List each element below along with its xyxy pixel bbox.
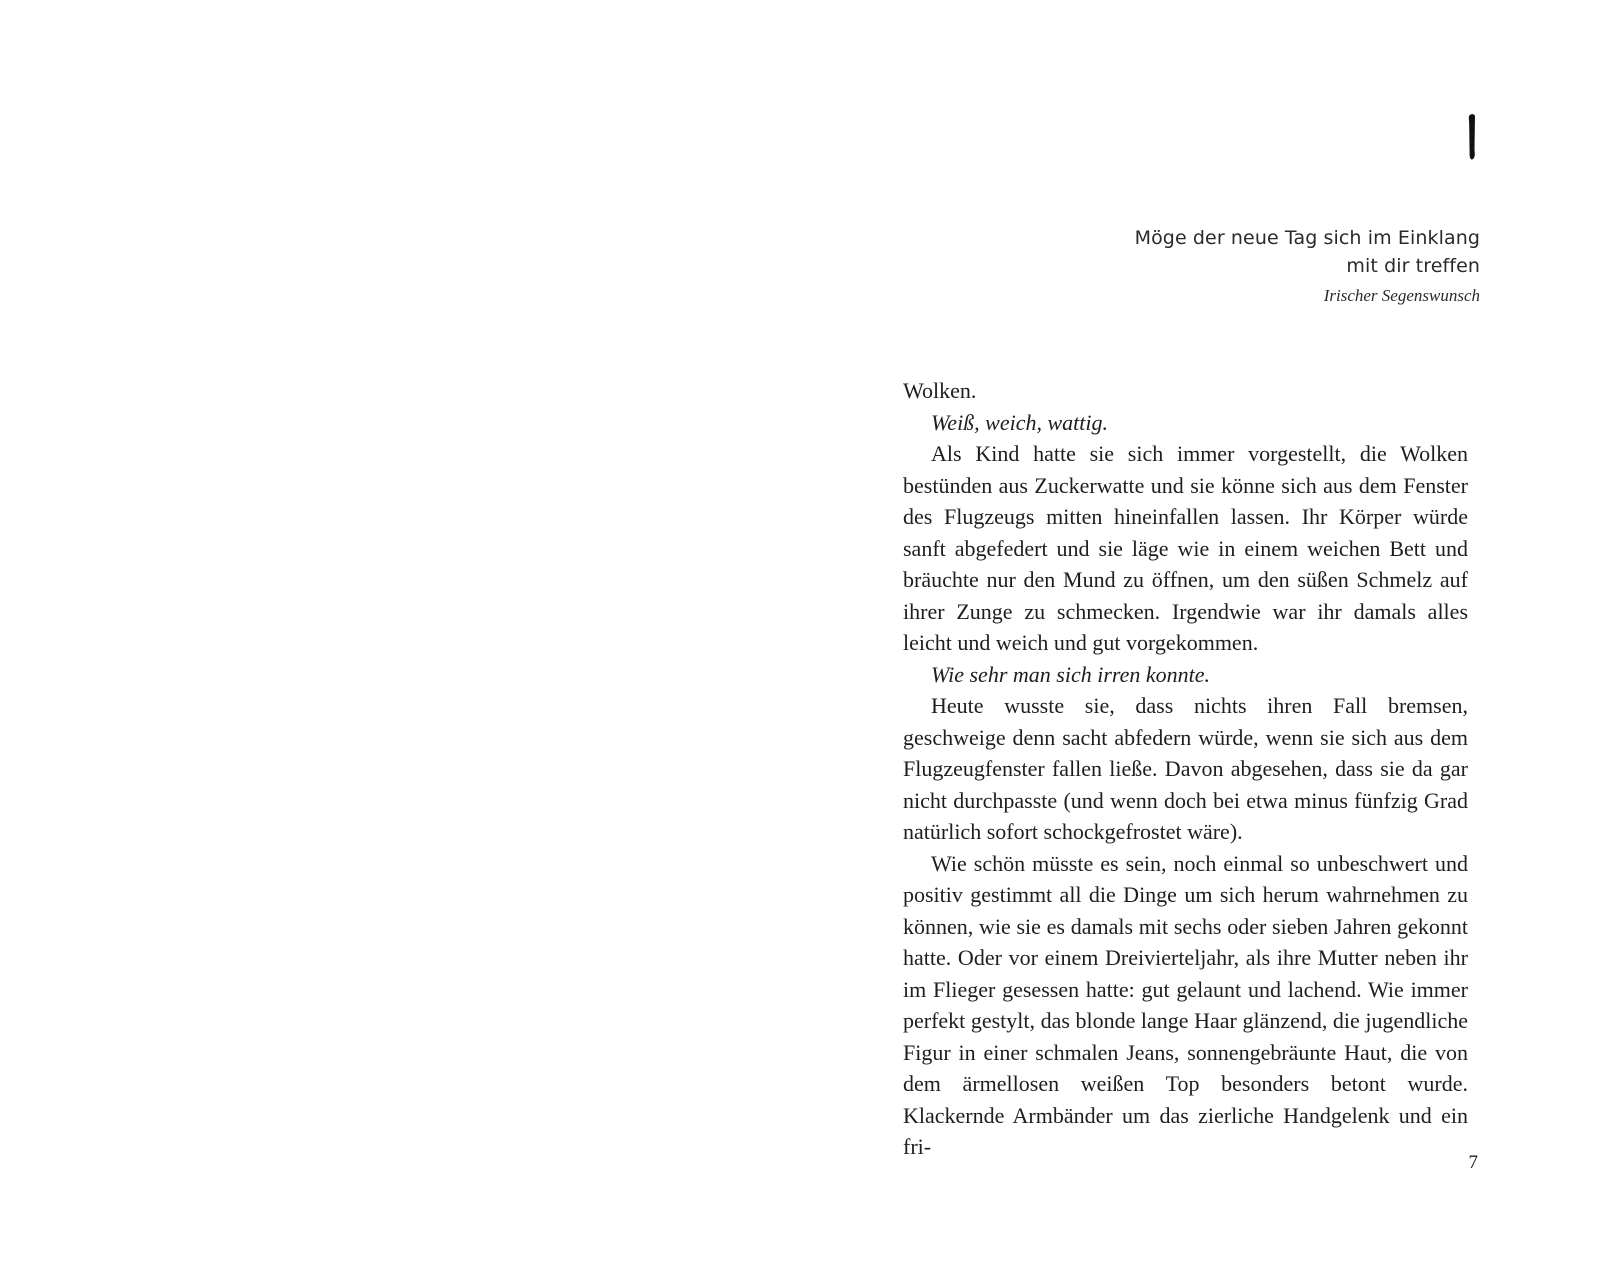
paragraph-italic: Wie sehr man sich irren konnte.	[931, 661, 1211, 687]
page-number: 7	[1468, 1152, 1478, 1173]
epigraph	[1100, 224, 1480, 309]
epigraph-source: Irischer Segenswunsch	[1323, 286, 1480, 305]
paragraph: Heute wusste sie, dass nichts ihren Fall bremsen, geschweige denn sacht abfedern würde, wenn sie sich aus dem Flugzeugfenster fallen ließe. Davon abgesehen, dass sie da gar nicht durchpasste (und wenn doch bei etwa minus fünfzig Grad natürlich sofort schockgefrostet wäre).	[903, 693, 1468, 844]
paragraph: Als Kind hatte sie sich immer vorgestellt, die Wolken bestünden aus Zuckerwatte und sie könne sich aus dem Fenster des Flugzeugs mitten hineinfallen lassen. Ihr Körper würde sanft abgefedert und sie läge wie in einem weichen Bett und bräuchte nur den Mund zu öffnen, um den süßen Schmelz auf ihrer Zunge zu schmecken. Irgendwie war ihr damals alles leicht und weich und gut vorgekommen.	[903, 441, 1468, 655]
right-page	[800, 0, 1600, 1274]
paragraph: Wie schön müsste es sein, noch einmal so unbeschwert und positiv gestimmt all die Dinge um sich herum wahrnehmen zu können, wie sie es damals mit sechs oder sieben Jahren gekonnt hatte. Oder vor einem Dreivierteljahr, als ihre Mutter neben ihr im Flieger gesessen hatte: gut gelaunt und lachend. Wie immer perfekt gestylt, das blonde lange Haar glänzend, die jugendliche Figur in einer schmalen Jeans, sonnengebräunte Haut, die von dem ärmellosen weißen Top besonders betont wurde. Klackernde Armbänder um das zierliche Handgelenk und ein fri-	[903, 850, 1468, 1159]
epigraph-quote: Möge der neue Tag sich im Einklang mit dir treffen	[1134, 227, 1480, 277]
paragraph-italic: Weiß, weich, wattig.	[931, 409, 1109, 435]
chapter-number-text	[1451, 176, 1452, 177]
chapter-number-glyph	[1451, 96, 1491, 176]
paragraph: Wolken.	[903, 378, 977, 403]
chapter-number-mark	[1451, 96, 1491, 176]
chapter-body-text	[903, 375, 1468, 1163]
